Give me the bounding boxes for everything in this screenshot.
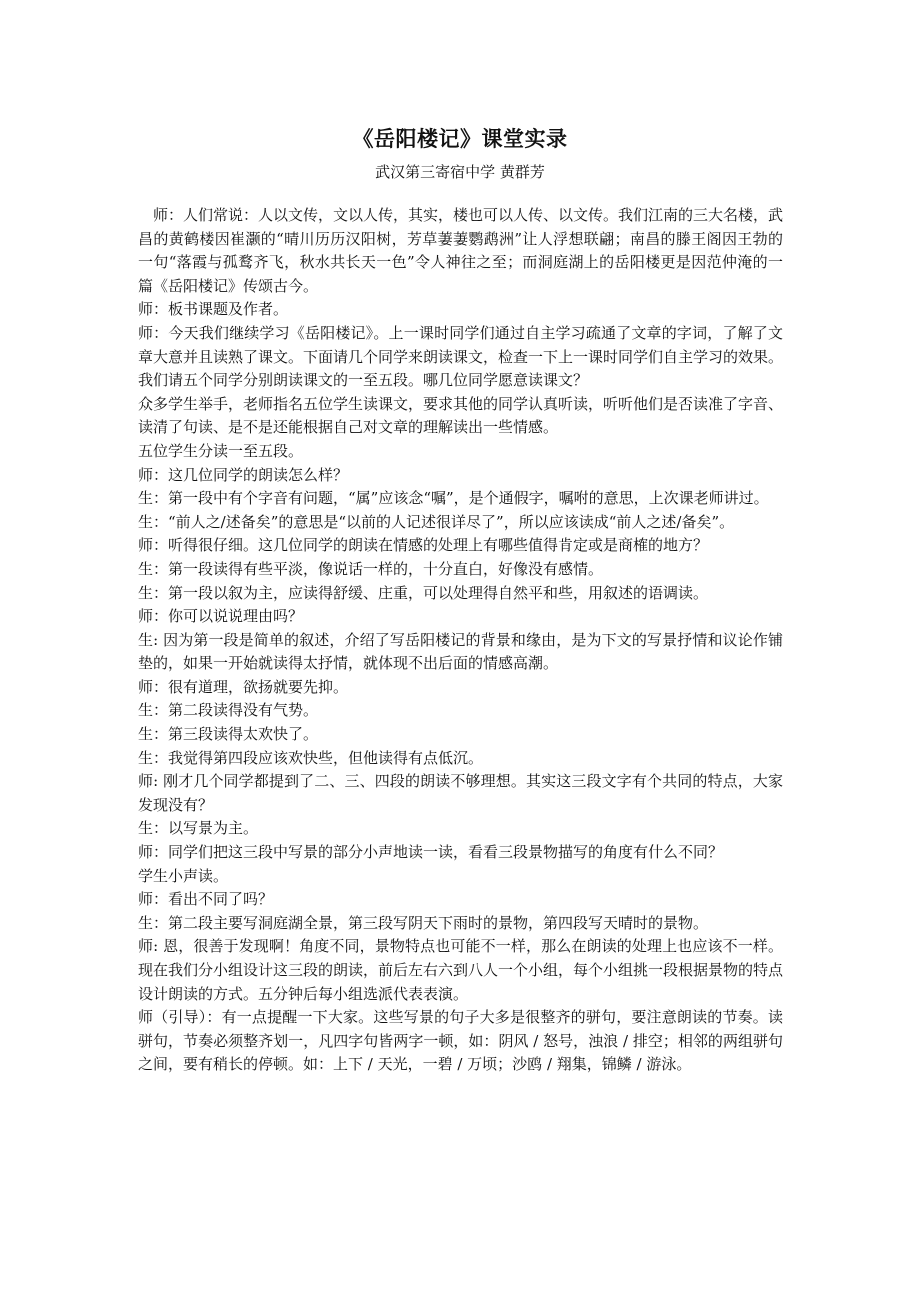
paragraph: 师: 恩，很善于发现啊！角度不同，景物特点也可能不一样，那么在朗读的处理上也应该不一样。现在我们分小组设计这三段的朗读，前后左右六到八人一个小组，每个小组挑一段根据景物的特点设计朗读的方式。五分钟后每小组选派代表表演。 (138, 937, 784, 1003)
paragraph: 众多学生举手，老师指名五位学生读课文，要求其他的同学认真听读，听听他们是否读准了字音、读清了句读、是不是还能根据自己对文章的理解读出一些情感。 (138, 394, 784, 437)
paragraph: 师：同学们把这三段中写景的部分小声地读一读，看看三段景物描写的角度有什么不同？ (138, 843, 724, 862)
paragraph: 师：人们常说：人以文传，文以人传，其实，楼也可以人传、以文传。我们江南的三大名楼，武昌的黄鹤楼因崔灏的“晴川历历汉阳树，芳草萋萋鹦鹉洲”让人浮想联翩；南昌的滕王阁因王勃的一句“落霞与孤鹜齐飞，秋水共长天一色”令人神往之至；而洞庭湖上的岳阳楼更是因范仲淹的一篇《岳阳楼记》传颂古今。 (138, 206, 784, 295)
paragraph: 师：听得很仔细。这几位同学的朗读在情感的处理上有哪些值得肯定或是商榷的地方？ (138, 536, 709, 555)
paragraph: 学生小声读。 (138, 866, 229, 885)
paragraph: 生：我觉得第四段应该欢快些，但他读得有点低沉。 (138, 748, 484, 767)
paragraph: 生：第三段读得太欢快了。 (138, 725, 319, 744)
paragraph: 生：第二段读得没有气势。 (138, 701, 319, 720)
paragraph: 师（引导）：有一点提醒一下大家。这些写景的句子大多是很整齐的骈句，要注意朗读的节奏。读骈句，节奏必须整齐划一，凡四字句皆两字一顿，如：阴风 / 怒号，浊浪 / 排空；相邻的两组骈句之间，要有稍长的停顿。如：上下 / 天光，一碧 / 万顷；沙鸥 / 翔集，锦鳞 / 游泳。 (138, 1008, 783, 1074)
paragraph: 师：你可以说说理由吗？ (138, 607, 304, 626)
document-title: 《岳阳楼记》课堂实录 (352, 126, 568, 151)
paragraph: 生：第一段中有个字音有问题，“属”应该念“嘱”，是个通假字，嘱咐的意思，上次课老师讲过。 (138, 489, 769, 508)
paragraph: 生：以写景为主。 (138, 819, 259, 838)
paragraph: 师：很有道理，欲扬就要先抑。 (138, 677, 349, 696)
paragraph: 师：板书课题及作者。 (138, 300, 289, 319)
author-line: 武汉第三寄宿中学 黄群芳 (375, 163, 545, 181)
paragraph: 生: 因为第一段是简单的叙述，介绍了写岳阳楼记的背景和缘由，是为下文的写景抒情和议论作铺垫的，如果一开始就读得太抒情，就体现不出后面的情感高潮。 (138, 630, 783, 673)
paragraph: 生：第二段主要写洞庭湖全景，第三段写阴天下雨时的景物，第四段写天晴时的景物。 (138, 913, 709, 932)
paragraph: 师：看出不同了吗？ (138, 890, 274, 909)
paragraph: 师：这几位同学的朗读怎么样？ (138, 465, 349, 484)
paragraph: 师: 刚才几个同学都提到了二、三、四段的朗读不够理想。其实这三段文字有个共同的特点，大家发现没有？ (138, 772, 783, 814)
paragraph: 生：第一段以叙为主，应读得舒缓、庄重，可以处理得自然平和些，用叙述的语调读。 (138, 583, 709, 602)
document-body (138, 204, 783, 1077)
paragraph: 生：“前人之/述备矣”的意思是“以前的人记述很详尽了”，所以应该读成“前人之述/备矣”。 (138, 512, 735, 531)
paragraph: 生：第一段读得有些平淡，像说话一样的，十分直白，好像没有感情。 (138, 559, 604, 578)
paragraph: 师：今天我们继续学习《岳阳楼记》。上一课时同学们通过自主学习疏通了文章的字词，了解了文章大意并且读熟了课文。下面请几个同学来朗读课文，检查一下上一课时同学们自主学习的效果。我们请五个同学分别朗读课文的一至五段。哪几位同学愿意读课文？ (138, 323, 784, 390)
paragraph: 五位学生分读一至五段。 (138, 441, 304, 460)
